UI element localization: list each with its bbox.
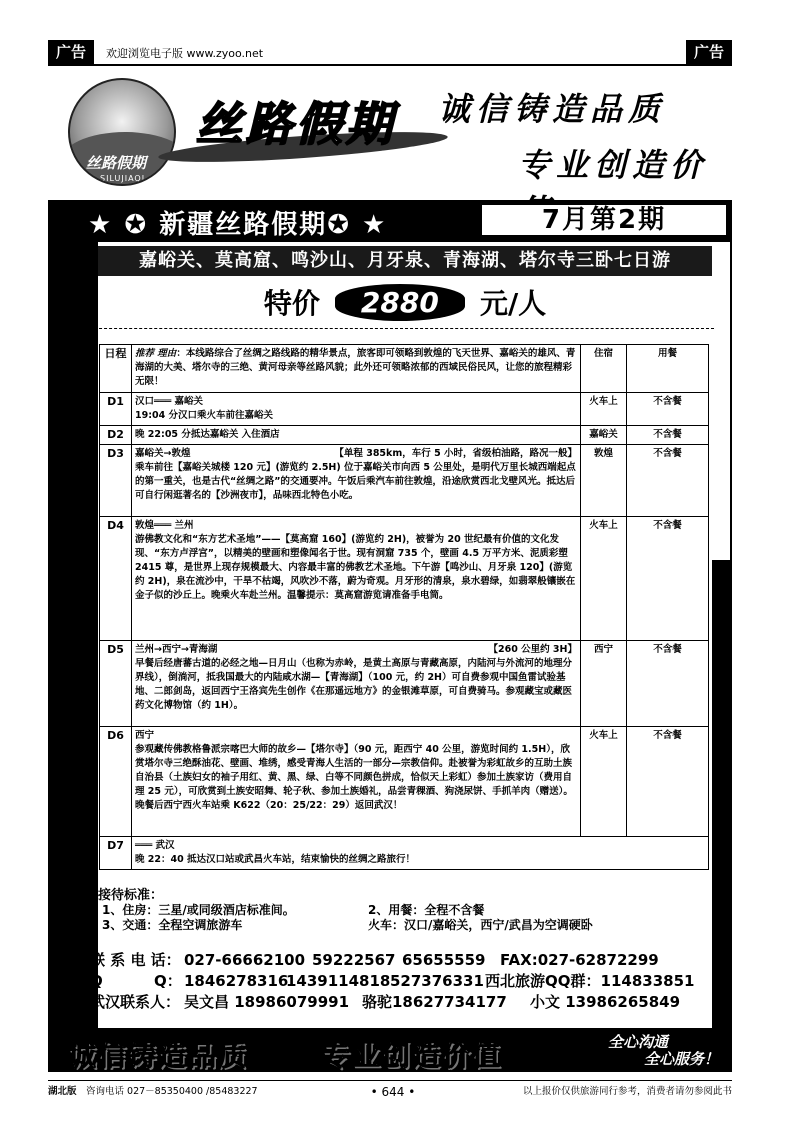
price-label: 特价	[263, 287, 320, 320]
meal-cell: 不含餐	[627, 426, 709, 445]
plan-cell	[132, 641, 581, 727]
day-cell: D6	[100, 727, 132, 837]
qq-1: 1846278316	[184, 972, 289, 990]
plan-text: 晚 22：40 抵达汉口站或武昌火车站，结束愉快的丝绸之路旅行！	[135, 854, 416, 865]
table-row-d3	[100, 445, 709, 517]
meal-cell: 不含餐	[627, 641, 709, 727]
route-title: 嘉峪关、莫高窟、鸣沙山、月牙泉、青海湖、塔尔寺三卧七日游	[98, 246, 712, 276]
plan-cell	[132, 727, 581, 837]
day-cell: D5	[100, 641, 132, 727]
terms-title: 接待标准：	[98, 888, 164, 903]
logo-text: 丝路假期	[86, 154, 147, 172]
intro-label: 推荐 理由	[135, 348, 177, 359]
bottom-right-line-1: 全心沟通	[608, 1033, 669, 1051]
plan-text: 早餐后经唐蕃古道的必经之地—日月山（也称为赤岭，是黄土高原与青藏高原，内陆河与外流河的地理分界线），倒淌河，抵我国最大的内陆咸水湖—【青海湖】（100 元，约 2H）可自费参观中国鱼雷试验基地、二郎剑岛，返回西宁王洛宾先生创作《在那遥远地方》的金银滩草原，可自费骑马。参观藏宝或藏医药文化博物馆（约 1H）。	[135, 658, 573, 711]
footer-edition: 湖北版	[48, 1086, 77, 1097]
price-unit: 元/人	[479, 287, 547, 320]
itinerary-table	[99, 344, 709, 870]
terms-row-2	[98, 918, 712, 933]
route-note: 【单程 385km，车行 5 小时，省级柏油路，路况一般】	[334, 448, 577, 459]
stay-cell: 火车上	[581, 517, 627, 641]
plan-text: 19:04 分汉口乘火车前往嘉峪关	[135, 410, 274, 421]
day-cell: D7	[100, 837, 132, 870]
route-note: 【260 公里约 3H】	[488, 644, 577, 655]
plan-cell	[132, 517, 581, 641]
price-value: 2880	[335, 284, 465, 321]
title-band	[48, 200, 732, 240]
table-row-d4	[100, 517, 709, 641]
service-standards	[98, 888, 712, 933]
plan-cell	[132, 445, 581, 517]
header-stay: 住宿	[581, 345, 627, 393]
top-bar	[48, 40, 732, 66]
slogan-line-1: 诚信铸造品质	[438, 90, 667, 128]
plan-cell	[132, 426, 581, 445]
frame-left-bar	[48, 240, 98, 1030]
logo-camel-icon	[68, 78, 176, 186]
intro-text: ：本线路综合了丝绸之路线路的精华景点，旅客即可领略到敦煌的飞天世界、嘉峪关的雄风、青海湖的大美、塔尔寺的三绝、黄河母亲等丝路风貌；此外还可领略浓郁的西域民俗民风，让您的旅程精彩无限！	[135, 348, 576, 387]
meal-cell: 不含餐	[627, 445, 709, 517]
qq-group: 西北旅游QQ群：114833851	[485, 972, 695, 990]
contact-person-row	[90, 992, 714, 1013]
meal-cell: 不含餐	[627, 517, 709, 641]
meal-cell: 不含餐	[627, 393, 709, 426]
stay-cell: 敦煌	[581, 445, 627, 517]
ad-tag-right: 广告	[686, 40, 732, 64]
route-line	[135, 643, 577, 657]
slogan-line-2: 专业创造价	[518, 146, 709, 184]
page-number: • 644 •	[370, 1085, 416, 1099]
route-line	[135, 447, 577, 461]
header-intro	[132, 345, 581, 393]
bottom-slogan-band	[48, 1030, 732, 1072]
qq-label-1: Q	[90, 972, 103, 990]
table-row-d2	[100, 426, 709, 445]
header	[48, 66, 732, 200]
qq-2: 1439114818	[286, 972, 391, 990]
contact-person-3: 小文 13986265849	[530, 993, 681, 1011]
bottom-right-line-2: 全心服务！	[644, 1050, 720, 1068]
phone-3: 65655559	[402, 951, 486, 969]
qq-label-2: Q：	[154, 972, 182, 990]
plan-text: 参观藏传佛教格鲁派宗喀巴大师的故乡—【塔尔寺】（90 元，距西宁 40 公里，游览时间约 1.5H），欣赏塔尔寺三绝酥油花、壁画、堆绣，感受青海人生活的一部分—宗教信仰。赴被誉为彩虹故乡的互助土族自治县（土族妇女的袖子用红、黄、黑、绿、白等不同颜色拼成，恰似天上彩虹）参加土族家访（费用自理 25 元），可欣赏到土族安昭舞、轮子秋、参加土族婚礼，品尝青稞酒、狗浇尿饼、手抓羊肉（赠送）。晚餐后西宁西火车站乘 K622（20：25/22：29）返回武汉！	[135, 744, 573, 811]
term-lodging: 1、住房：三星/或同级酒店标准间。	[102, 903, 295, 917]
phone-label: 联 系 电 话：	[90, 951, 181, 969]
header-meal: 用餐	[627, 345, 709, 393]
contact-person-1: 吴文昌 18986079991	[184, 993, 350, 1011]
footer-phone: 咨询电话 027－85350400 /85483227	[86, 1086, 258, 1097]
table-row-d5	[100, 641, 709, 727]
day-cell: D1	[100, 393, 132, 426]
route-text: 兰州→西宁→青海湖	[135, 644, 218, 655]
stay-cell: 火车上	[581, 727, 627, 837]
qq-3: 527376331	[390, 972, 484, 990]
contact-label: 武汉联系人：	[90, 993, 181, 1011]
day-cell: D2	[100, 426, 132, 445]
term-transport: 3、交通：全程空调旅游车	[102, 918, 243, 932]
price-row	[98, 282, 712, 322]
table-header-row	[100, 345, 709, 393]
footer-disclaimer: 以上报价仅供旅游同行参考，消费者请勿参阅此书	[522, 1086, 732, 1097]
stay-cell: 西宁	[581, 641, 627, 727]
table-row-d1	[100, 393, 709, 426]
contact-block	[90, 950, 714, 1013]
logo-subtext: SILUJIAQI	[100, 174, 146, 183]
terms-row-1	[98, 903, 712, 918]
route-line: 西宁	[135, 730, 155, 741]
dashed-divider	[84, 328, 714, 329]
plan-cell	[132, 837, 709, 870]
plan-cell	[132, 393, 581, 426]
term-train: 火车：汉口/嘉峪关，西宁/武昌为空调硬卧	[368, 918, 593, 932]
page-title: ★ ✪ 新疆丝路假期✪ ★	[88, 210, 388, 240]
welcome-text: 欢迎浏览电子版 www.zyoo.net	[106, 47, 264, 60]
day-cell: D4	[100, 517, 132, 641]
contact-person-2: 骆驼18627734177	[362, 993, 507, 1011]
meal-cell: 不含餐	[627, 727, 709, 837]
stay-cell: 火车上	[581, 393, 627, 426]
fax-number: FAX:027-62872299	[500, 951, 659, 969]
table-row-d7	[100, 837, 709, 870]
contact-qq-row	[90, 971, 714, 992]
route-line: ═══ 武汉	[135, 840, 175, 851]
issue-badge: 7月第2期	[480, 203, 728, 237]
plan-text: 游佛教文化和“东方艺术圣地”——【莫高窟 160】(游览约 2H)，被誉为 20 世纪最有价值的文化发现、“东方卢浮宫”，以精美的壁画和塑像闻名于世。现有洞窟 735 个，壁画 4.5 万平方米、泥质彩塑 2415 尊，是世界上现存规模最大、内容最丰富的佛教艺术圣地。下午游【鸣沙山、月牙泉 120】(游览约 2H)，泉在流沙中，干旱不枯竭，风吹沙不落，蔚为奇观。月牙形的清泉，泉水碧绿，如翡翠般镶嵌在金子似的沙丘上。晚乘火车赴兰州。温馨提示：莫高窟游览请准备手电筒。	[135, 534, 576, 601]
frame-right-bar	[712, 560, 732, 1030]
bottom-service-slogan	[608, 1034, 728, 1070]
day-cell: D3	[100, 445, 132, 517]
route-text: 嘉峪关→敦煌	[135, 448, 191, 459]
phone-1: 027-66662100	[184, 951, 306, 969]
header-day: 日程	[100, 345, 132, 393]
route-line: 汉口═══ 嘉峪关	[135, 396, 203, 407]
brand-name: 丝路假期	[196, 97, 396, 151]
plan-text: 晚 22:05 分抵达嘉峪关 入住酒店	[135, 429, 280, 440]
bottom-slogan-1: 诚信铸造品质	[68, 1039, 249, 1072]
table-row-d6	[100, 727, 709, 837]
bottom-slogan-2: 专业创造价值	[322, 1039, 503, 1072]
page-footer	[48, 1080, 732, 1104]
plan-text: 乘车前往【嘉峪关城楼 120 元】(游览约 2.5H) 位于嘉峪关市向西 5 公里处，是明代万里长城西端起点的第一重关，也是古代“丝绸之路”的交通要冲。午饭后乘汽车前往敦煌，沿途欣赏西北戈壁风光。抵达后可自行闲逛著名的【沙洲夜市】，品味西北特色小吃。	[135, 462, 576, 501]
contact-phone-row	[90, 950, 714, 971]
term-meals: 2、用餐：全程不含餐	[368, 903, 485, 917]
route-line: 敦煌═══ 兰州	[135, 520, 194, 531]
ad-tag-left: 广告	[48, 40, 94, 64]
phone-2: 59222567	[312, 951, 396, 969]
stay-cell: 嘉峪关	[581, 426, 627, 445]
